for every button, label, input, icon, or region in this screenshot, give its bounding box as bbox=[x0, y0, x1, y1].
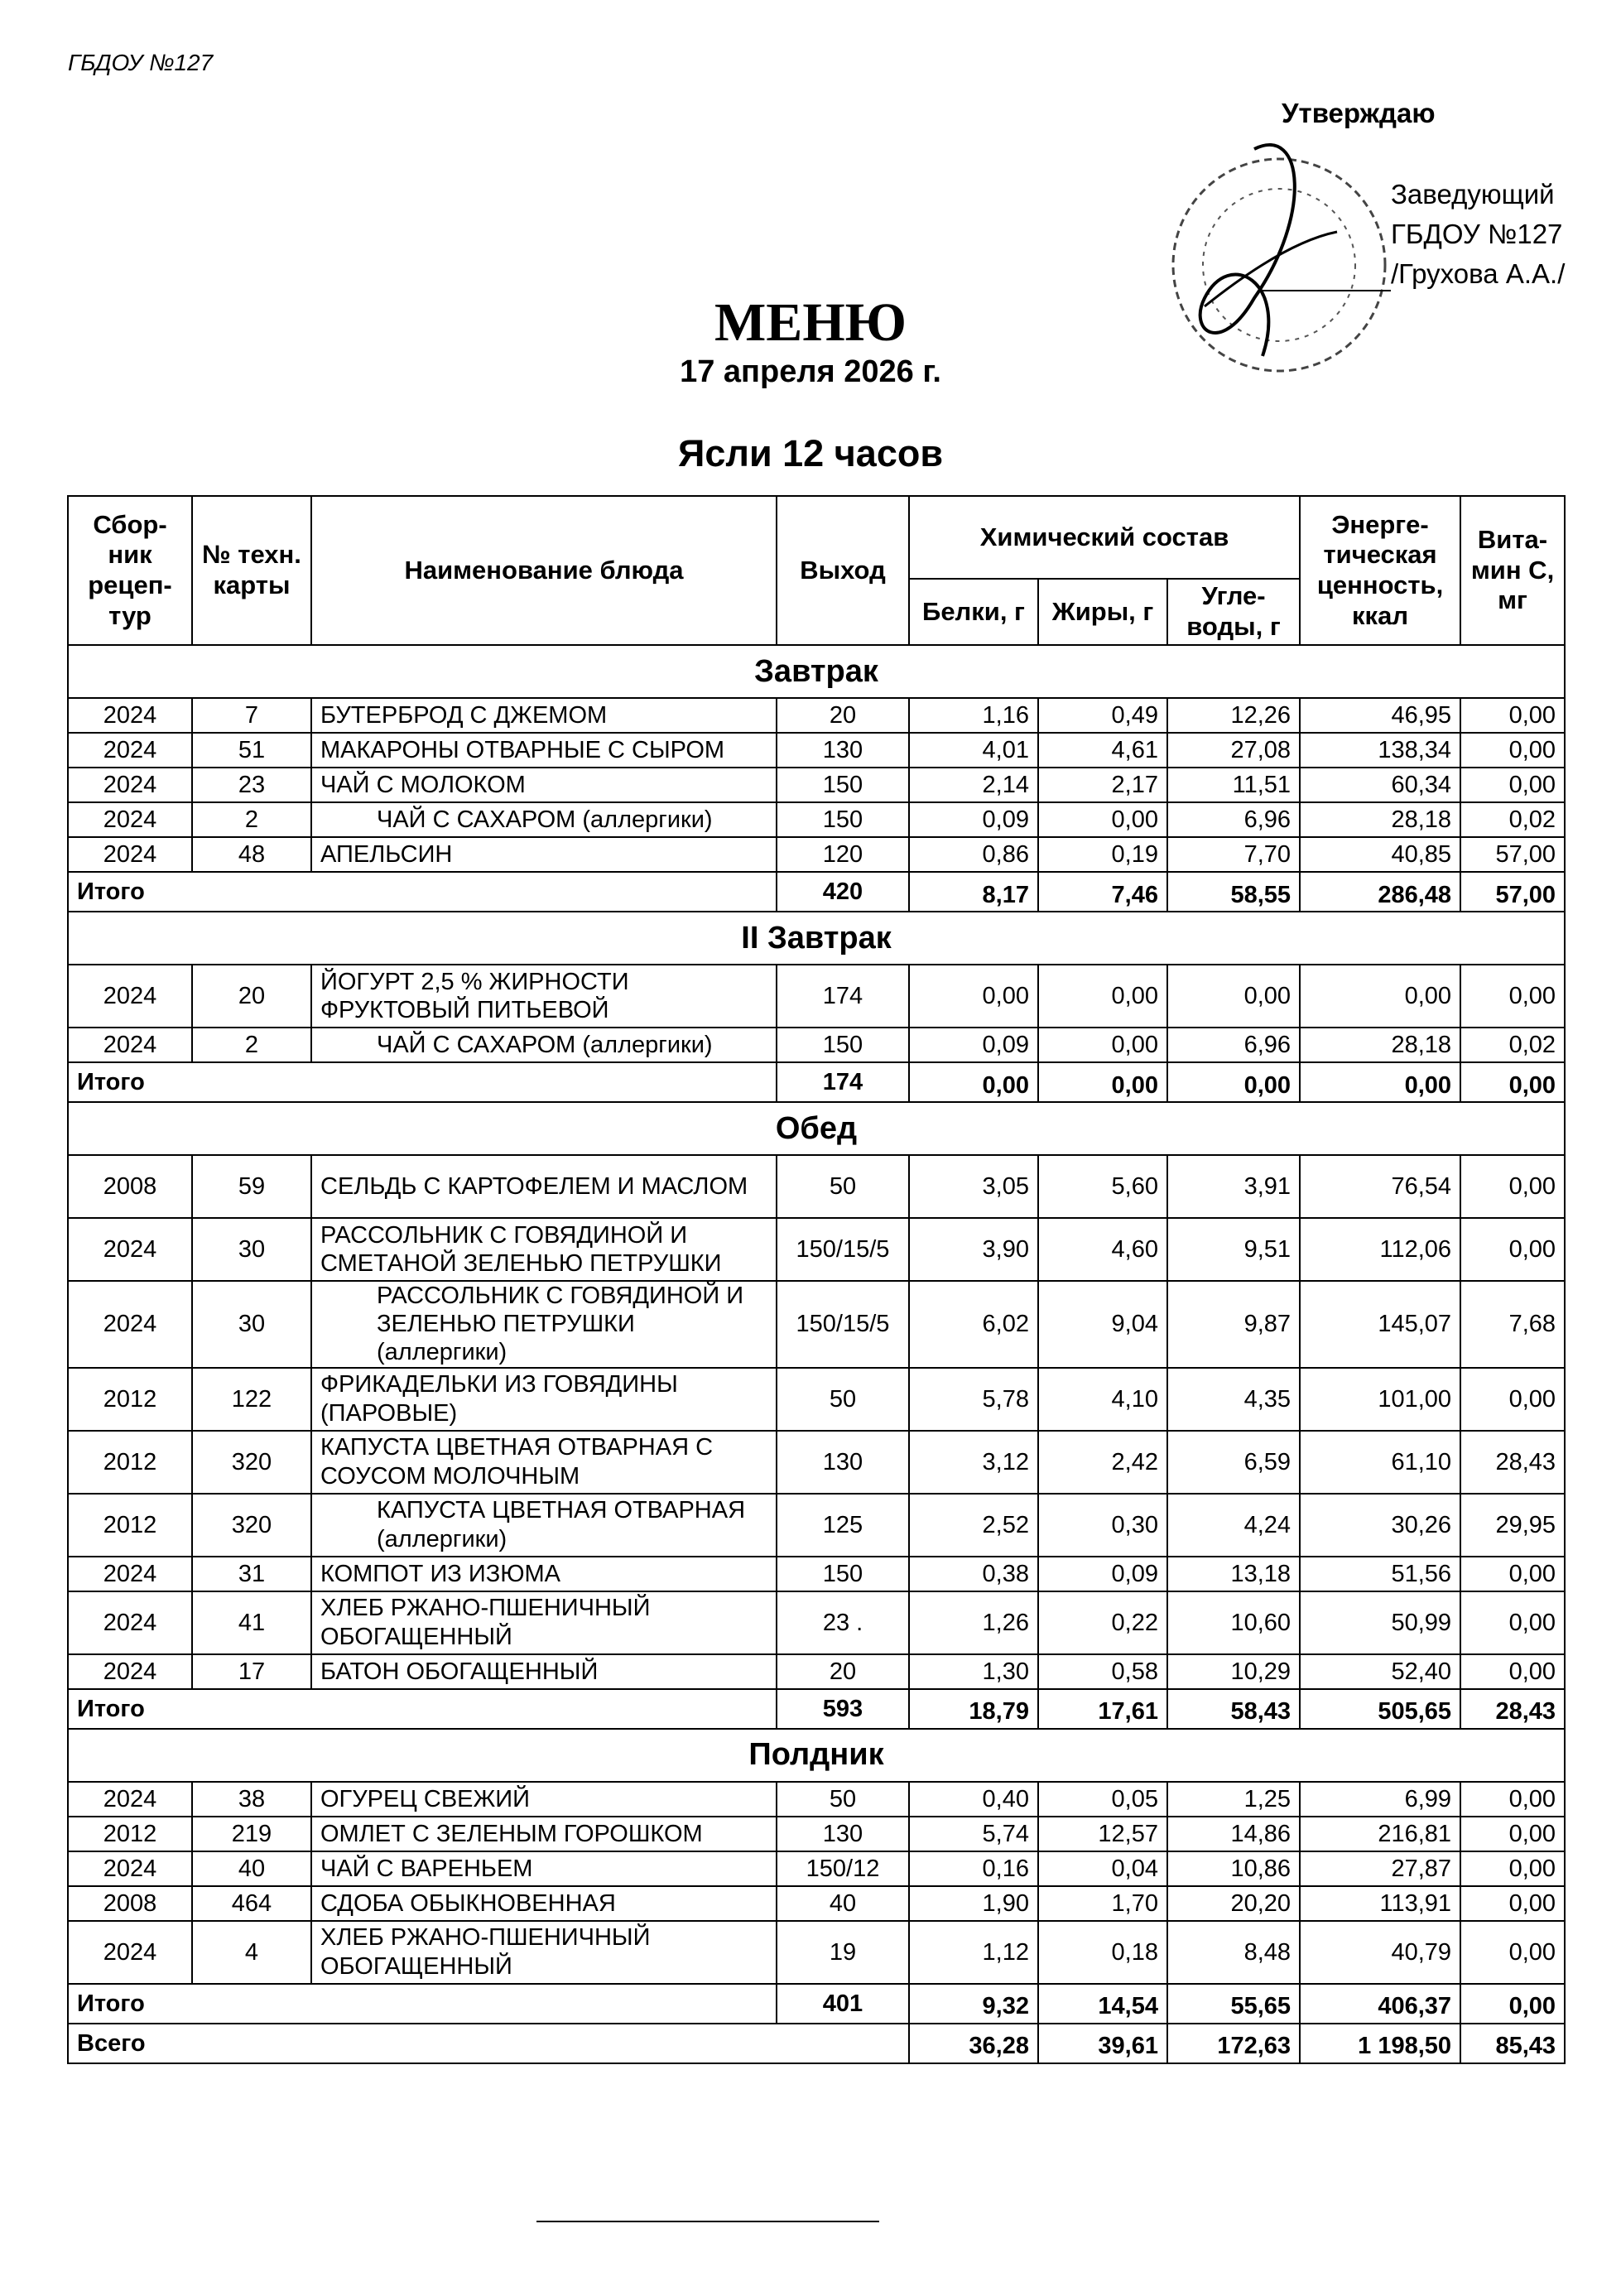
dish-name-cell: ФРИКАДЕЛЬКИ ИЗ ГОВЯДИНЫ (ПАРОВЫЕ) bbox=[311, 1368, 777, 1431]
dish-name-cell: КАПУСТА ЦВЕТНАЯ ОТВАРНАЯ С СОУСОМ МОЛОЧНЫМ bbox=[311, 1431, 777, 1494]
section-total-row bbox=[68, 1689, 1565, 1729]
table-row bbox=[68, 733, 1565, 768]
approval-name: /Грухова А.А./ bbox=[1391, 258, 1566, 289]
energy-cell: 138,34 bbox=[1300, 733, 1460, 768]
footer-line bbox=[536, 2221, 879, 2222]
header-dish: Наименование блюда bbox=[311, 496, 777, 645]
card-number-cell: 59 bbox=[192, 1155, 311, 1218]
table-row bbox=[68, 1654, 1565, 1689]
header-output: Выход bbox=[777, 496, 909, 645]
fat-cell: 0,00 bbox=[1038, 802, 1167, 837]
card-number-cell: 2 bbox=[192, 802, 311, 837]
dish-name-cell: СДОБА ОБЫКНОВЕННАЯ bbox=[311, 1886, 777, 1921]
total-energy: 406,37 bbox=[1300, 1984, 1460, 2024]
output-cell: 150/15/5 bbox=[777, 1218, 909, 1281]
card-number-cell: 122 bbox=[192, 1368, 311, 1431]
collection-cell: 2008 bbox=[68, 1155, 192, 1218]
output-cell: 50 bbox=[777, 1782, 909, 1817]
card-number-cell: 31 bbox=[192, 1557, 311, 1591]
vitamin-c-cell: 0,00 bbox=[1460, 768, 1565, 802]
section-total-row bbox=[68, 1062, 1565, 1102]
fat-cell: 0,09 bbox=[1038, 1557, 1167, 1591]
total-output: 174 bbox=[777, 1062, 909, 1102]
vitamin-c-cell: 0,00 bbox=[1460, 1782, 1565, 1817]
total-energy: 0,00 bbox=[1300, 1062, 1460, 1102]
total-carbs: 0,00 bbox=[1167, 1062, 1300, 1102]
header-carbs: Угле-воды, г bbox=[1167, 579, 1300, 645]
grand-total-energy: 1 198,50 bbox=[1300, 2024, 1460, 2063]
card-number-cell: 41 bbox=[192, 1591, 311, 1654]
output-cell: 150 bbox=[777, 1557, 909, 1591]
output-cell: 20 bbox=[777, 1654, 909, 1689]
vitamin-c-cell: 0,02 bbox=[1460, 802, 1565, 837]
total-output: 420 bbox=[777, 872, 909, 912]
card-number-cell: 4 bbox=[192, 1921, 311, 1984]
fat-cell: 1,70 bbox=[1038, 1886, 1167, 1921]
output-cell: 19 bbox=[777, 1921, 909, 1984]
total-fat: 14,54 bbox=[1038, 1984, 1167, 2024]
vitamin-c-cell: 0,00 bbox=[1460, 1557, 1565, 1591]
table-row bbox=[68, 768, 1565, 802]
output-cell: 150 bbox=[777, 768, 909, 802]
energy-cell: 40,85 bbox=[1300, 837, 1460, 872]
protein-cell: 1,90 bbox=[909, 1886, 1038, 1921]
fat-cell: 9,04 bbox=[1038, 1281, 1167, 1368]
table-row bbox=[68, 1028, 1565, 1062]
output-cell: 125 bbox=[777, 1494, 909, 1557]
protein-cell: 0,09 bbox=[909, 1028, 1038, 1062]
table-row bbox=[68, 1921, 1565, 1984]
fat-cell: 0,00 bbox=[1038, 1028, 1167, 1062]
collection-cell: 2012 bbox=[68, 1817, 192, 1851]
protein-cell: 0,40 bbox=[909, 1782, 1038, 1817]
dish-name-cell: ОМЛЕТ С ЗЕЛЕНЫМ ГОРОШКОМ bbox=[311, 1817, 777, 1851]
vitamin-c-cell: 0,00 bbox=[1460, 1851, 1565, 1886]
table-row bbox=[68, 1591, 1565, 1654]
protein-cell: 1,12 bbox=[909, 1921, 1038, 1984]
collection-cell: 2024 bbox=[68, 698, 192, 733]
protein-cell: 3,12 bbox=[909, 1431, 1038, 1494]
vitamin-c-cell: 0,00 bbox=[1460, 1817, 1565, 1851]
protein-cell: 1,30 bbox=[909, 1654, 1038, 1689]
vitamin-c-cell: 0,00 bbox=[1460, 965, 1565, 1028]
carbs-cell: 11,51 bbox=[1167, 768, 1300, 802]
header-fat: Жиры, г bbox=[1038, 579, 1167, 645]
fat-cell: 0,22 bbox=[1038, 1591, 1167, 1654]
output-cell: 174 bbox=[777, 965, 909, 1028]
vitamin-c-cell: 0,00 bbox=[1460, 1886, 1565, 1921]
carbs-cell: 14,86 bbox=[1167, 1817, 1300, 1851]
vitamin-c-cell: 0,00 bbox=[1460, 1218, 1565, 1281]
carbs-cell: 27,08 bbox=[1167, 733, 1300, 768]
table-row bbox=[68, 802, 1565, 837]
carbs-cell: 3,91 bbox=[1167, 1155, 1300, 1218]
energy-cell: 0,00 bbox=[1300, 965, 1460, 1028]
carbs-cell: 6,96 bbox=[1167, 1028, 1300, 1062]
collection-cell: 2012 bbox=[68, 1494, 192, 1557]
collection-cell: 2024 bbox=[68, 837, 192, 872]
dish-name-cell: ЧАЙ С ВАРЕНЬЕМ bbox=[311, 1851, 777, 1886]
energy-cell: 51,56 bbox=[1300, 1557, 1460, 1591]
vitamin-c-cell: 0,00 bbox=[1460, 1921, 1565, 1984]
table-row bbox=[68, 698, 1565, 733]
dish-name-cell: ЙОГУРТ 2,5 % ЖИРНОСТИ ФРУКТОВЫЙ ПИТЬЕВОЙ bbox=[311, 965, 777, 1028]
fat-cell: 4,60 bbox=[1038, 1218, 1167, 1281]
collection-cell: 2008 bbox=[68, 1886, 192, 1921]
protein-cell: 3,90 bbox=[909, 1218, 1038, 1281]
grand-total-vitamin-c: 85,43 bbox=[1460, 2024, 1565, 2063]
section-title: Завтрак bbox=[68, 645, 1565, 698]
dish-name-cell: СЕЛЬДЬ С КАРТОФЕЛЕМ И МАСЛОМ bbox=[311, 1155, 777, 1218]
header-energy: Энерге-тическая ценность, ккал bbox=[1300, 496, 1460, 645]
dish-name-cell: ХЛЕБ РЖАНО-ПШЕНИЧНЫЙ ОБОГАЩЕННЫЙ bbox=[311, 1921, 777, 1984]
energy-cell: 145,07 bbox=[1300, 1281, 1460, 1368]
collection-cell: 2024 bbox=[68, 1851, 192, 1886]
approval-title: Утверждаю bbox=[1282, 98, 1436, 128]
total-protein: 9,32 bbox=[909, 1984, 1038, 2024]
table-row bbox=[68, 1281, 1565, 1368]
carbs-cell: 10,29 bbox=[1167, 1654, 1300, 1689]
section-title: Обед bbox=[68, 1102, 1565, 1155]
table-row bbox=[68, 1782, 1565, 1817]
section-header-row bbox=[68, 912, 1565, 965]
vitamin-c-cell: 0,00 bbox=[1460, 733, 1565, 768]
card-number-cell: 23 bbox=[192, 768, 311, 802]
card-number-cell: 464 bbox=[192, 1886, 311, 1921]
output-cell: 40 bbox=[777, 1886, 909, 1921]
vitamin-c-cell: 0,02 bbox=[1460, 1028, 1565, 1062]
fat-cell: 4,10 bbox=[1038, 1368, 1167, 1431]
energy-cell: 76,54 bbox=[1300, 1155, 1460, 1218]
card-number-cell: 7 bbox=[192, 698, 311, 733]
energy-cell: 112,06 bbox=[1300, 1218, 1460, 1281]
protein-cell: 0,09 bbox=[909, 802, 1038, 837]
card-number-cell: 30 bbox=[192, 1281, 311, 1368]
protein-cell: 0,16 bbox=[909, 1851, 1038, 1886]
output-cell: 50 bbox=[777, 1155, 909, 1218]
dish-name-cell: БАТОН ОБОГАЩЕННЫЙ bbox=[311, 1654, 777, 1689]
carbs-cell: 13,18 bbox=[1167, 1557, 1300, 1591]
carbs-cell: 10,60 bbox=[1167, 1591, 1300, 1654]
protein-cell: 0,86 bbox=[909, 837, 1038, 872]
grand-total-carbs: 172,63 bbox=[1167, 2024, 1300, 2063]
vitamin-c-cell: 7,68 bbox=[1460, 1281, 1565, 1368]
section-header-row bbox=[68, 645, 1565, 698]
energy-cell: 46,95 bbox=[1300, 698, 1460, 733]
protein-cell: 4,01 bbox=[909, 733, 1038, 768]
energy-cell: 60,34 bbox=[1300, 768, 1460, 802]
carbs-cell: 4,24 bbox=[1167, 1494, 1300, 1557]
total-fat: 0,00 bbox=[1038, 1062, 1167, 1102]
total-vitamin-c: 0,00 bbox=[1460, 1062, 1565, 1102]
fat-cell: 0,58 bbox=[1038, 1654, 1167, 1689]
dish-name-cell: ХЛЕБ РЖАНО-ПШЕНИЧНЫЙ ОБОГАЩЕННЫЙ bbox=[311, 1591, 777, 1654]
total-energy: 286,48 bbox=[1300, 872, 1460, 912]
energy-cell: 50,99 bbox=[1300, 1591, 1460, 1654]
table-row bbox=[68, 1851, 1565, 1886]
protein-cell: 1,16 bbox=[909, 698, 1038, 733]
total-vitamin-c: 0,00 bbox=[1460, 1984, 1565, 2024]
output-cell: 50 bbox=[777, 1368, 909, 1431]
card-number-cell: 320 bbox=[192, 1431, 311, 1494]
total-output: 593 bbox=[777, 1689, 909, 1729]
card-number-cell: 20 bbox=[192, 965, 311, 1028]
carbs-cell: 9,51 bbox=[1167, 1218, 1300, 1281]
dish-name-cell: КОМПОТ ИЗ ИЗЮМА bbox=[311, 1557, 777, 1591]
output-cell: 20 bbox=[777, 698, 909, 733]
carbs-cell: 1,25 bbox=[1167, 1782, 1300, 1817]
collection-cell: 2024 bbox=[68, 1654, 192, 1689]
carbs-cell: 8,48 bbox=[1167, 1921, 1300, 1984]
vitamin-c-cell: 29,95 bbox=[1460, 1494, 1565, 1557]
collection-cell: 2024 bbox=[68, 1782, 192, 1817]
carbs-cell: 12,26 bbox=[1167, 698, 1300, 733]
output-cell: 150/12 bbox=[777, 1851, 909, 1886]
total-carbs: 58,43 bbox=[1167, 1689, 1300, 1729]
dish-name-cell: МАКАРОНЫ ОТВАРНЫЕ С СЫРОМ bbox=[311, 733, 777, 768]
section-total-row bbox=[68, 1984, 1565, 2024]
table-row bbox=[68, 1155, 1565, 1218]
energy-cell: 216,81 bbox=[1300, 1817, 1460, 1851]
vitamin-c-cell: 0,00 bbox=[1460, 1591, 1565, 1654]
section-total-row bbox=[68, 872, 1565, 912]
total-protein: 8,17 bbox=[909, 872, 1038, 912]
total-label: Итого bbox=[68, 1062, 777, 1102]
total-fat: 7,46 bbox=[1038, 872, 1167, 912]
dish-name-cell: ЧАЙ С САХАРОМ (аллергики) bbox=[311, 1028, 777, 1062]
total-carbs: 58,55 bbox=[1167, 872, 1300, 912]
section-header-row bbox=[68, 1102, 1565, 1155]
dish-name-cell: БУТЕРБРОД С ДЖЕМОМ bbox=[311, 698, 777, 733]
fat-cell: 0,19 bbox=[1038, 837, 1167, 872]
fat-cell: 0,49 bbox=[1038, 698, 1167, 733]
energy-cell: 28,18 bbox=[1300, 1028, 1460, 1062]
collection-cell: 2024 bbox=[68, 802, 192, 837]
grand-total-row bbox=[68, 2024, 1565, 2063]
carbs-cell: 10,86 bbox=[1167, 1851, 1300, 1886]
header-collection: Сбор-ник рецеп-тур bbox=[68, 496, 192, 645]
fat-cell: 5,60 bbox=[1038, 1155, 1167, 1218]
fat-cell: 0,05 bbox=[1038, 1782, 1167, 1817]
vitamin-c-cell: 0,00 bbox=[1460, 1155, 1565, 1218]
table-row bbox=[68, 1494, 1565, 1557]
total-output: 401 bbox=[777, 1984, 909, 2024]
card-number-cell: 48 bbox=[192, 837, 311, 872]
protein-cell: 0,38 bbox=[909, 1557, 1038, 1591]
table-row bbox=[68, 837, 1565, 872]
card-number-cell: 219 bbox=[192, 1817, 311, 1851]
carbs-cell: 6,96 bbox=[1167, 802, 1300, 837]
total-label: Итого bbox=[68, 872, 777, 912]
dish-name-cell: АПЕЛЬСИН bbox=[311, 837, 777, 872]
section-title: II Завтрак bbox=[68, 912, 1565, 965]
card-number-cell: 17 bbox=[192, 1654, 311, 1689]
protein-cell: 3,05 bbox=[909, 1155, 1038, 1218]
energy-cell: 30,26 bbox=[1300, 1494, 1460, 1557]
card-number-cell: 40 bbox=[192, 1851, 311, 1886]
vitamin-c-cell: 0,00 bbox=[1460, 1368, 1565, 1431]
vitamin-c-cell: 28,43 bbox=[1460, 1431, 1565, 1494]
dish-name-cell: ЧАЙ С САХАРОМ (аллергики) bbox=[311, 802, 777, 837]
table-row bbox=[68, 1431, 1565, 1494]
vitamin-c-cell: 0,00 bbox=[1460, 698, 1565, 733]
energy-cell: 113,91 bbox=[1300, 1886, 1460, 1921]
protein-cell: 5,74 bbox=[909, 1817, 1038, 1851]
card-number-cell: 38 bbox=[192, 1782, 311, 1817]
carbs-cell: 9,87 bbox=[1167, 1281, 1300, 1368]
table-row bbox=[68, 1886, 1565, 1921]
collection-cell: 2024 bbox=[68, 965, 192, 1028]
output-cell: 130 bbox=[777, 733, 909, 768]
output-cell: 150 bbox=[777, 802, 909, 837]
dish-name-cell: РАССОЛЬНИК С ГОВЯДИНОЙ И ЗЕЛЕНЬЮ ПЕТРУШКИ (аллергики) bbox=[311, 1281, 777, 1368]
approval-organization: ГБДОУ №127 bbox=[1391, 219, 1563, 249]
energy-cell: 61,10 bbox=[1300, 1431, 1460, 1494]
output-cell: 150/15/5 bbox=[777, 1281, 909, 1368]
card-number-cell: 2 bbox=[192, 1028, 311, 1062]
table-row bbox=[68, 965, 1565, 1028]
dish-name-cell: КАПУСТА ЦВЕТНАЯ ОТВАРНАЯ (аллергики) bbox=[311, 1494, 777, 1557]
output-cell: 120 bbox=[777, 837, 909, 872]
fat-cell: 4,61 bbox=[1038, 733, 1167, 768]
total-protein: 18,79 bbox=[909, 1689, 1038, 1729]
collection-cell: 2024 bbox=[68, 768, 192, 802]
vitamin-c-cell: 57,00 bbox=[1460, 837, 1565, 872]
carbs-cell: 20,20 bbox=[1167, 1886, 1300, 1921]
section-title: Полдник bbox=[68, 1729, 1565, 1782]
carbs-cell: 6,59 bbox=[1167, 1431, 1300, 1494]
dish-name-cell: ЧАЙ С МОЛОКОМ bbox=[311, 768, 777, 802]
energy-cell: 40,79 bbox=[1300, 1921, 1460, 1984]
collection-cell: 2024 bbox=[68, 1028, 192, 1062]
section-header-row bbox=[68, 1729, 1565, 1782]
total-label: Итого bbox=[68, 1984, 777, 2024]
collection-cell: 2024 bbox=[68, 1921, 192, 1984]
collection-cell: 2024 bbox=[68, 733, 192, 768]
total-protein: 0,00 bbox=[909, 1062, 1038, 1102]
protein-cell: 2,14 bbox=[909, 768, 1038, 802]
energy-cell: 101,00 bbox=[1300, 1368, 1460, 1431]
energy-cell: 6,99 bbox=[1300, 1782, 1460, 1817]
card-number-cell: 320 bbox=[192, 1494, 311, 1557]
protein-cell: 5,78 bbox=[909, 1368, 1038, 1431]
collection-cell: 2012 bbox=[68, 1368, 192, 1431]
total-fat: 17,61 bbox=[1038, 1689, 1167, 1729]
header-card: № техн. карты bbox=[192, 496, 311, 645]
fat-cell: 0,04 bbox=[1038, 1851, 1167, 1886]
protein-cell: 1,26 bbox=[909, 1591, 1038, 1654]
table-row bbox=[68, 1218, 1565, 1281]
card-number-cell: 51 bbox=[192, 733, 311, 768]
collection-cell: 2024 bbox=[68, 1557, 192, 1591]
output-cell: 23 . bbox=[777, 1591, 909, 1654]
dish-name-cell: ОГУРЕЦ СВЕЖИЙ bbox=[311, 1782, 777, 1817]
menu-table bbox=[67, 495, 1566, 2064]
grand-total-label: Всего bbox=[68, 2024, 909, 2063]
fat-cell: 0,00 bbox=[1038, 965, 1167, 1028]
collection-cell: 2024 bbox=[68, 1218, 192, 1281]
fat-cell: 0,30 bbox=[1038, 1494, 1167, 1557]
energy-cell: 27,87 bbox=[1300, 1851, 1460, 1886]
header-protein: Белки, г bbox=[909, 579, 1038, 645]
header-chem: Химический состав bbox=[909, 496, 1300, 579]
menu-date: 17 апреля 2026 г. bbox=[680, 354, 941, 389]
fat-cell: 2,42 bbox=[1038, 1431, 1167, 1494]
card-number-cell: 30 bbox=[192, 1218, 311, 1281]
table-row bbox=[68, 1557, 1565, 1591]
output-cell: 130 bbox=[777, 1817, 909, 1851]
document-title: МЕНЮ bbox=[714, 292, 907, 353]
total-vitamin-c: 57,00 bbox=[1460, 872, 1565, 912]
fat-cell: 2,17 bbox=[1038, 768, 1167, 802]
protein-cell: 0,00 bbox=[909, 965, 1038, 1028]
total-vitamin-c: 28,43 bbox=[1460, 1689, 1565, 1729]
vitamin-c-cell: 0,00 bbox=[1460, 1654, 1565, 1689]
output-cell: 150 bbox=[777, 1028, 909, 1062]
total-energy: 505,65 bbox=[1300, 1689, 1460, 1729]
protein-cell: 2,52 bbox=[909, 1494, 1038, 1557]
total-label: Итого bbox=[68, 1689, 777, 1729]
table-row bbox=[68, 1817, 1565, 1851]
carbs-cell: 0,00 bbox=[1167, 965, 1300, 1028]
total-carbs: 55,65 bbox=[1167, 1984, 1300, 2024]
header-vitc: Вита-мин С, мг bbox=[1460, 496, 1565, 645]
energy-cell: 28,18 bbox=[1300, 802, 1460, 837]
group-name: Ясли 12 часов bbox=[677, 432, 943, 474]
table-row bbox=[68, 1368, 1565, 1431]
energy-cell: 52,40 bbox=[1300, 1654, 1460, 1689]
protein-cell: 6,02 bbox=[909, 1281, 1038, 1368]
fat-cell: 0,18 bbox=[1038, 1921, 1167, 1984]
round-stamp-with-signature bbox=[1155, 116, 1395, 447]
carbs-cell: 4,35 bbox=[1167, 1368, 1300, 1431]
organization-name: ГБДОУ №127 bbox=[68, 50, 214, 75]
carbs-cell: 7,70 bbox=[1167, 837, 1300, 872]
approval-position: Заведующий bbox=[1391, 179, 1555, 209]
grand-total-fat: 39,61 bbox=[1038, 2024, 1167, 2063]
collection-cell: 2024 bbox=[68, 1591, 192, 1654]
collection-cell: 2012 bbox=[68, 1431, 192, 1494]
grand-total-protein: 36,28 bbox=[909, 2024, 1038, 2063]
dish-name-cell: РАССОЛЬНИК С ГОВЯДИНОЙ И СМЕТАНОЙ ЗЕЛЕНЬЮ ПЕТРУШКИ bbox=[311, 1218, 777, 1281]
output-cell: 130 bbox=[777, 1431, 909, 1494]
fat-cell: 12,57 bbox=[1038, 1817, 1167, 1851]
collection-cell: 2024 bbox=[68, 1281, 192, 1368]
